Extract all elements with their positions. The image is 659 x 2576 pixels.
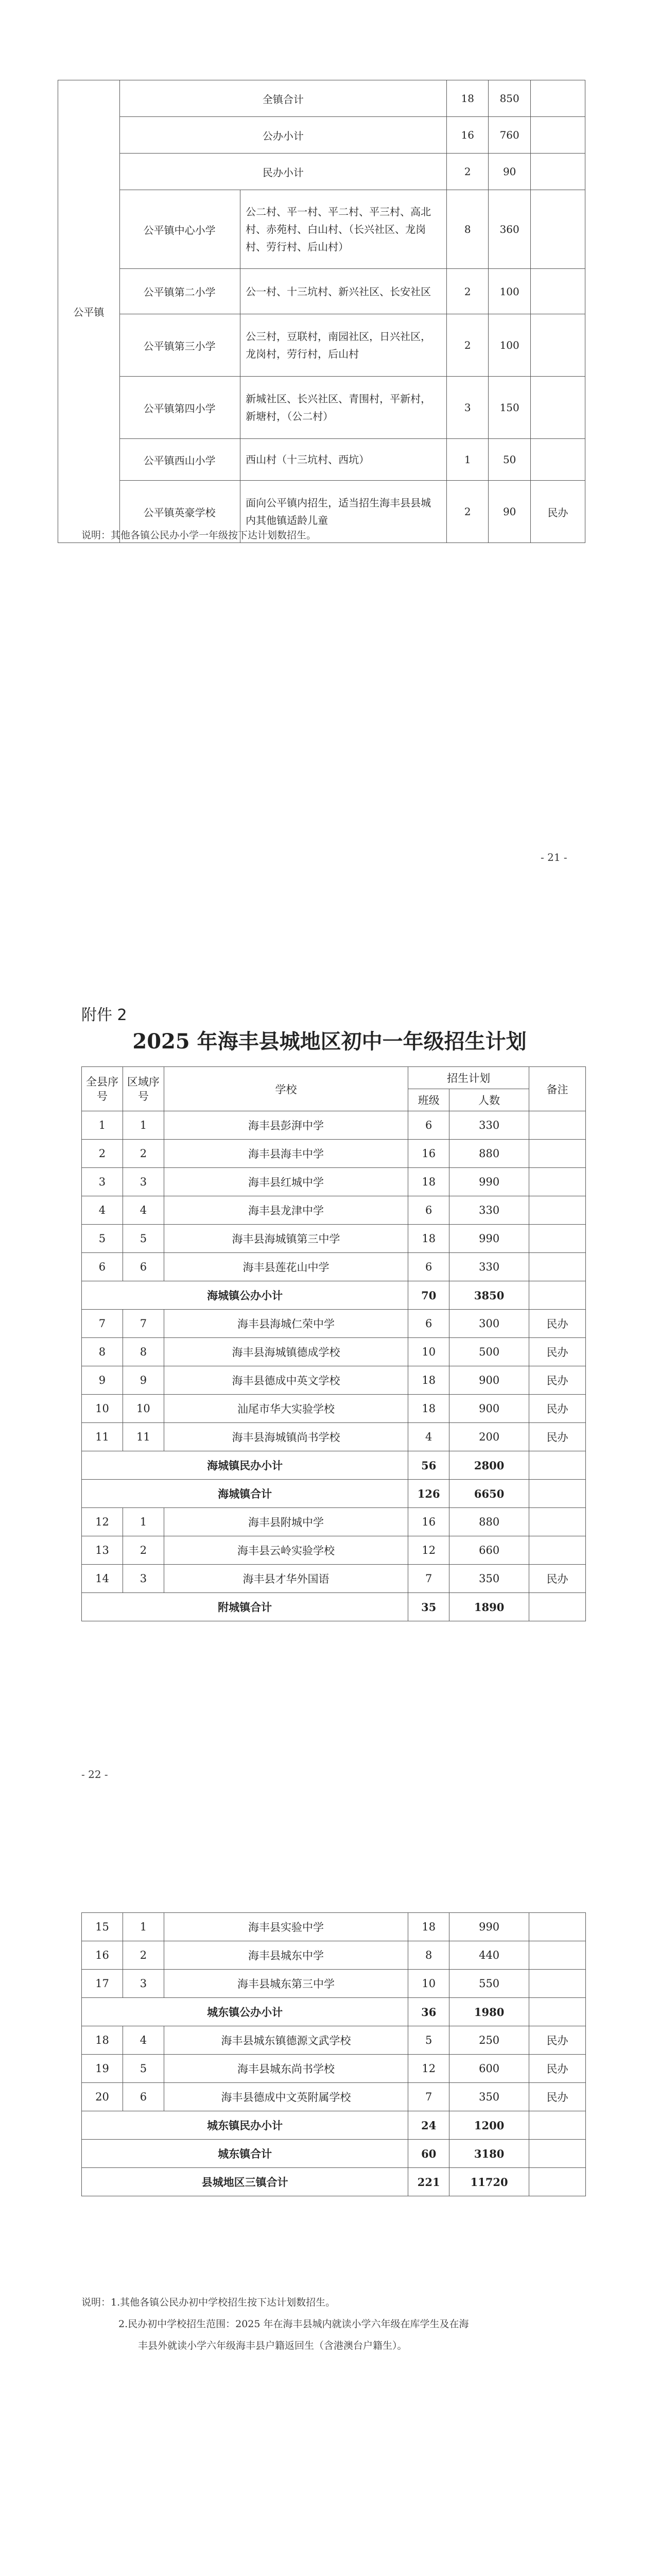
page-title: 2025 年海丰县城地区初中一年级招生计划 xyxy=(132,1029,527,1054)
school-cell: 海丰县海城镇德成学校 xyxy=(164,1338,408,1366)
table-cell: 民办小计 xyxy=(119,154,446,190)
range-cell: 面向公平镇内招生，适当招生海丰县县城内其他镇适龄儿童 xyxy=(240,481,447,543)
table-cell: 全镇合计 xyxy=(119,80,446,117)
table-cell: 850 xyxy=(489,80,530,117)
school-cell: 海丰县海城镇尚书学校 xyxy=(164,1423,408,1451)
classes-cell: 12 xyxy=(408,1536,449,1565)
table-cell: 1 xyxy=(447,439,489,481)
county-no-cell: 3 xyxy=(82,1168,123,1196)
school-cell: 海丰县云岭实验学校 xyxy=(164,1536,408,1565)
district-no-cell: 4 xyxy=(123,1196,164,1225)
school-cell: 公平镇英豪学校 xyxy=(119,481,240,543)
people-cell: 880 xyxy=(449,1508,529,1536)
table-row xyxy=(82,1111,586,1140)
people-cell: 990 xyxy=(449,1913,529,1941)
table-cell: 2 xyxy=(447,481,489,543)
page-number: - 21 - xyxy=(541,851,567,863)
table-cell: 360 xyxy=(489,190,530,269)
people-cell: 990 xyxy=(449,1168,529,1196)
note-cell xyxy=(529,1508,586,1536)
people-cell: 900 xyxy=(449,1366,529,1395)
school-cell: 海丰县德成中英文学校 xyxy=(164,1366,408,1395)
header-district-no: 区域序号 xyxy=(123,1067,164,1111)
table-cell xyxy=(530,314,585,377)
district-no-cell: 11 xyxy=(123,1423,164,1451)
table-cell: 150 xyxy=(489,377,530,439)
note-cell: 民办 xyxy=(529,1366,586,1395)
district-no-cell: 10 xyxy=(123,1395,164,1423)
people-cell: 330 xyxy=(449,1196,529,1225)
subtotal-classes: 56 xyxy=(408,1451,449,1480)
note-cell: 民办 xyxy=(529,1423,586,1451)
note-cell xyxy=(529,1253,586,1281)
note-cell xyxy=(529,1196,586,1225)
county-no-cell: 12 xyxy=(82,1508,123,1536)
header-school: 学校 xyxy=(164,1067,408,1111)
total-people: 3180 xyxy=(449,2140,529,2168)
table-cell xyxy=(530,80,585,117)
school-cell: 海丰县海丰中学 xyxy=(164,1140,408,1168)
subtotal-classes: 70 xyxy=(408,1281,449,1310)
school-cell: 公平镇中心小学 xyxy=(119,190,240,269)
district-no-cell: 1 xyxy=(123,1111,164,1140)
note-cell xyxy=(529,1168,586,1196)
school-cell: 公平镇西山小学 xyxy=(119,439,240,481)
town-cell: 公平镇 xyxy=(58,80,120,543)
people-cell: 500 xyxy=(449,1338,529,1366)
table-cell: 100 xyxy=(489,314,530,377)
county-no-cell: 10 xyxy=(82,1395,123,1423)
table-cell: 8 xyxy=(447,190,489,269)
people-cell: 990 xyxy=(449,1225,529,1253)
county-no-cell: 16 xyxy=(82,1941,123,1970)
note-line: 说明：1.其他各镇公民办初中学校招生按下达计划数招生。 xyxy=(81,2297,336,2308)
classes-cell: 16 xyxy=(408,1140,449,1168)
classes-cell: 7 xyxy=(408,1565,449,1593)
classes-cell: 18 xyxy=(408,1913,449,1941)
district-no-cell: 3 xyxy=(123,1168,164,1196)
people-cell: 300 xyxy=(449,1310,529,1338)
classes-cell: 6 xyxy=(408,1111,449,1140)
county-no-cell: 15 xyxy=(82,1913,123,1941)
county-no-cell: 20 xyxy=(82,2083,123,2111)
subtotal-classes: 36 xyxy=(408,1998,449,2026)
district-no-cell: 1 xyxy=(123,1913,164,1941)
school-cell: 海丰县城东第三中学 xyxy=(164,1970,408,1998)
subtotal-label: 海城镇民办小计 xyxy=(82,1451,408,1480)
county-no-cell: 19 xyxy=(82,2055,123,2083)
district-no-cell: 4 xyxy=(123,2026,164,2055)
table-row xyxy=(82,1168,586,1196)
classes-cell: 5 xyxy=(408,2026,449,2055)
table-row xyxy=(82,2026,586,2055)
table-cell xyxy=(530,117,585,154)
note-cell: 民办 xyxy=(529,1565,586,1593)
district-no-cell: 7 xyxy=(123,1310,164,1338)
county-no-cell: 6 xyxy=(82,1253,123,1281)
table-cell xyxy=(530,269,585,314)
table-row xyxy=(82,1970,586,1998)
total-people: 6650 xyxy=(449,1480,529,1508)
subtotal-label: 城东镇公办小计 xyxy=(82,1998,408,2026)
grand-total-people: 11720 xyxy=(449,2168,529,2196)
county-no-cell: 11 xyxy=(82,1423,123,1451)
school-cell: 海丰县红城中学 xyxy=(164,1168,408,1196)
table-cell: 18 xyxy=(447,80,489,117)
grand-total-classes: 221 xyxy=(408,2168,449,2196)
county-no-cell: 4 xyxy=(82,1196,123,1225)
subtotal-label: 城东镇民办小计 xyxy=(82,2111,408,2140)
subtotal-label: 海城镇公办小计 xyxy=(82,1281,408,1310)
note-cell: 民办 xyxy=(529,2055,586,2083)
subtotal-people: 2800 xyxy=(449,1451,529,1480)
people-cell: 330 xyxy=(449,1111,529,1140)
classes-cell: 10 xyxy=(408,1970,449,1998)
table-cell xyxy=(530,377,585,439)
people-cell: 250 xyxy=(449,2026,529,2055)
range-cell: 西山村（十三坑村、西坑） xyxy=(240,439,447,481)
table-cell: 2 xyxy=(447,269,489,314)
header-plan: 招生计划 xyxy=(408,1067,529,1089)
note-cell xyxy=(529,1941,586,1970)
table-row xyxy=(82,1423,586,1451)
note-cell xyxy=(529,1970,586,1998)
district-no-cell: 1 xyxy=(123,1508,164,1536)
table-cell xyxy=(530,154,585,190)
table-cell: 90 xyxy=(489,154,530,190)
note-cell xyxy=(529,1225,586,1253)
table-row xyxy=(82,1338,586,1366)
table-cell: 90 xyxy=(489,481,530,543)
total-classes: 60 xyxy=(408,2140,449,2168)
junior-plan-table-cont xyxy=(81,1912,586,2196)
district-no-cell: 3 xyxy=(123,1565,164,1593)
table-cell: 2 xyxy=(447,314,489,377)
table-cell xyxy=(530,190,585,269)
people-cell: 350 xyxy=(449,1565,529,1593)
note-cell xyxy=(529,1536,586,1565)
table-row xyxy=(82,1395,586,1423)
table-cell: 16 xyxy=(447,117,489,154)
school-cell: 海丰县彭湃中学 xyxy=(164,1111,408,1140)
classes-cell: 6 xyxy=(408,1310,449,1338)
people-cell: 330 xyxy=(449,1253,529,1281)
district-no-cell: 2 xyxy=(123,1140,164,1168)
classes-cell: 12 xyxy=(408,2055,449,2083)
district-no-cell: 6 xyxy=(123,2083,164,2111)
range-cell: 公三村，豆联村，南园社区，日兴社区，龙岗村，劳行村，后山村 xyxy=(240,314,447,377)
grand-total-label: 县城地区三镇合计 xyxy=(82,2168,408,2196)
district-no-cell: 2 xyxy=(123,1536,164,1565)
people-cell: 440 xyxy=(449,1941,529,1970)
table-cell: 2 xyxy=(447,154,489,190)
table-row xyxy=(82,1913,586,1941)
school-cell: 公平镇第三小学 xyxy=(119,314,240,377)
district-no-cell: 6 xyxy=(123,1253,164,1281)
table-cell: 50 xyxy=(489,439,530,481)
header-note: 备注 xyxy=(529,1067,586,1111)
range-cell: 公一村、十三坑村、新兴社区、长安社区 xyxy=(240,269,447,314)
attachment-label: 附件 2 xyxy=(81,1006,127,1024)
page3-notes xyxy=(81,2292,469,2357)
district-no-cell: 8 xyxy=(123,1338,164,1366)
table-row xyxy=(82,1565,586,1593)
note-cell: 民办 xyxy=(529,1310,586,1338)
school-cell: 汕尾市华大实验学校 xyxy=(164,1395,408,1423)
subtotal-classes: 24 xyxy=(408,2111,449,2140)
table-row xyxy=(82,1140,586,1168)
school-cell: 海丰县城东尚书学校 xyxy=(164,2055,408,2083)
subtotal-people: 1200 xyxy=(449,2111,529,2140)
people-cell: 880 xyxy=(449,1140,529,1168)
classes-cell: 18 xyxy=(408,1395,449,1423)
note-cell: 民办 xyxy=(529,1395,586,1423)
range-cell: 新城社区、长兴社区、青围村，平新村，新塘村，（公二村） xyxy=(240,377,447,439)
table-row xyxy=(82,1225,586,1253)
county-no-cell: 7 xyxy=(82,1310,123,1338)
note-cell: 民办 xyxy=(529,1338,586,1366)
school-cell: 海丰县龙津中学 xyxy=(164,1196,408,1225)
junior-plan-table xyxy=(81,1066,586,1621)
school-cell: 海丰县城东中学 xyxy=(164,1941,408,1970)
county-no-cell: 2 xyxy=(82,1140,123,1168)
county-no-cell: 5 xyxy=(82,1225,123,1253)
classes-cell: 16 xyxy=(408,1508,449,1536)
table-cell: 公办小计 xyxy=(119,117,446,154)
total-classes: 35 xyxy=(408,1593,449,1621)
county-no-cell: 17 xyxy=(82,1970,123,1998)
people-cell: 350 xyxy=(449,2083,529,2111)
school-cell: 海丰县才华外国语 xyxy=(164,1565,408,1593)
school-cell: 海丰县实验中学 xyxy=(164,1913,408,1941)
people-cell: 900 xyxy=(449,1395,529,1423)
table-row xyxy=(82,1310,586,1338)
primary-plan-table xyxy=(58,80,585,543)
table-row xyxy=(82,1508,586,1536)
table-row xyxy=(82,1536,586,1565)
county-no-cell: 14 xyxy=(82,1565,123,1593)
school-cell: 公平镇第二小学 xyxy=(119,269,240,314)
table-cell: 100 xyxy=(489,269,530,314)
header-county-no: 全县序号 xyxy=(82,1067,123,1111)
note-cell xyxy=(529,1913,586,1941)
classes-cell: 4 xyxy=(408,1423,449,1451)
classes-cell: 10 xyxy=(408,1338,449,1366)
header-classes: 班级 xyxy=(408,1089,449,1111)
district-no-cell: 9 xyxy=(123,1366,164,1395)
table-row xyxy=(82,1196,586,1225)
page-number: - 22 - xyxy=(81,1768,108,1781)
header-people: 人数 xyxy=(449,1089,529,1111)
note-line: 2.民办初中学校招生范围：2025 年在海丰县城内就读小学六年级在库学生及在海 xyxy=(118,2318,469,2330)
table-row xyxy=(82,2055,586,2083)
district-no-cell: 2 xyxy=(123,1941,164,1970)
total-label: 城东镇合计 xyxy=(82,2140,408,2168)
district-no-cell: 5 xyxy=(123,1225,164,1253)
district-no-cell: 3 xyxy=(123,1970,164,1998)
note-cell xyxy=(529,1140,586,1168)
school-cell: 海丰县城东镇德源文武学校 xyxy=(164,2026,408,2055)
table-cell xyxy=(530,439,585,481)
classes-cell: 6 xyxy=(408,1196,449,1225)
people-cell: 200 xyxy=(449,1423,529,1451)
county-no-cell: 18 xyxy=(82,2026,123,2055)
table-cell: 3 xyxy=(447,377,489,439)
classes-cell: 18 xyxy=(408,1366,449,1395)
people-cell: 600 xyxy=(449,2055,529,2083)
table-row xyxy=(82,2083,586,2111)
subtotal-people: 1980 xyxy=(449,1998,529,2026)
table-row xyxy=(82,1941,586,1970)
note-line: 丰县外就读小学六年级海丰县户籍返回生（含港澳台户籍生）。 xyxy=(138,2340,407,2351)
classes-cell: 6 xyxy=(408,1253,449,1281)
table-row xyxy=(82,1366,586,1395)
school-cell: 海丰县德成中文英附属学校 xyxy=(164,2083,408,2111)
district-no-cell: 5 xyxy=(123,2055,164,2083)
county-no-cell: 8 xyxy=(82,1338,123,1366)
total-label: 海城镇合计 xyxy=(82,1480,408,1508)
people-cell: 550 xyxy=(449,1970,529,1998)
total-people: 1890 xyxy=(449,1593,529,1621)
school-cell: 海丰县莲花山中学 xyxy=(164,1253,408,1281)
total-label: 附城镇合计 xyxy=(82,1593,408,1621)
range-cell: 公二村、平一村、平二村、平三村、高北村、赤苑村、白山村、（长兴社区、龙岗村、劳行村、后山村） xyxy=(240,190,447,269)
classes-cell: 7 xyxy=(408,2083,449,2111)
table-row xyxy=(82,1253,586,1281)
school-cell: 公平镇第四小学 xyxy=(119,377,240,439)
people-cell: 660 xyxy=(449,1536,529,1565)
county-no-cell: 9 xyxy=(82,1366,123,1395)
classes-cell: 18 xyxy=(408,1225,449,1253)
note-cell xyxy=(529,1111,586,1140)
note-cell: 民办 xyxy=(529,2026,586,2055)
classes-cell: 18 xyxy=(408,1168,449,1196)
county-no-cell: 1 xyxy=(82,1111,123,1140)
subtotal-people: 3850 xyxy=(449,1281,529,1310)
total-classes: 126 xyxy=(408,1480,449,1508)
school-cell: 海丰县海城仁荣中学 xyxy=(164,1310,408,1338)
table-cell: 民办 xyxy=(530,481,585,543)
school-cell: 海丰县海城镇第三中学 xyxy=(164,1225,408,1253)
school-cell: 海丰县附城中学 xyxy=(164,1508,408,1536)
page1-note: 说明：其他各镇公民办小学一年级按下达计划数招生。 xyxy=(81,530,317,541)
note-cell: 民办 xyxy=(529,2083,586,2111)
table-cell: 760 xyxy=(489,117,530,154)
county-no-cell: 13 xyxy=(82,1536,123,1565)
classes-cell: 8 xyxy=(408,1941,449,1970)
